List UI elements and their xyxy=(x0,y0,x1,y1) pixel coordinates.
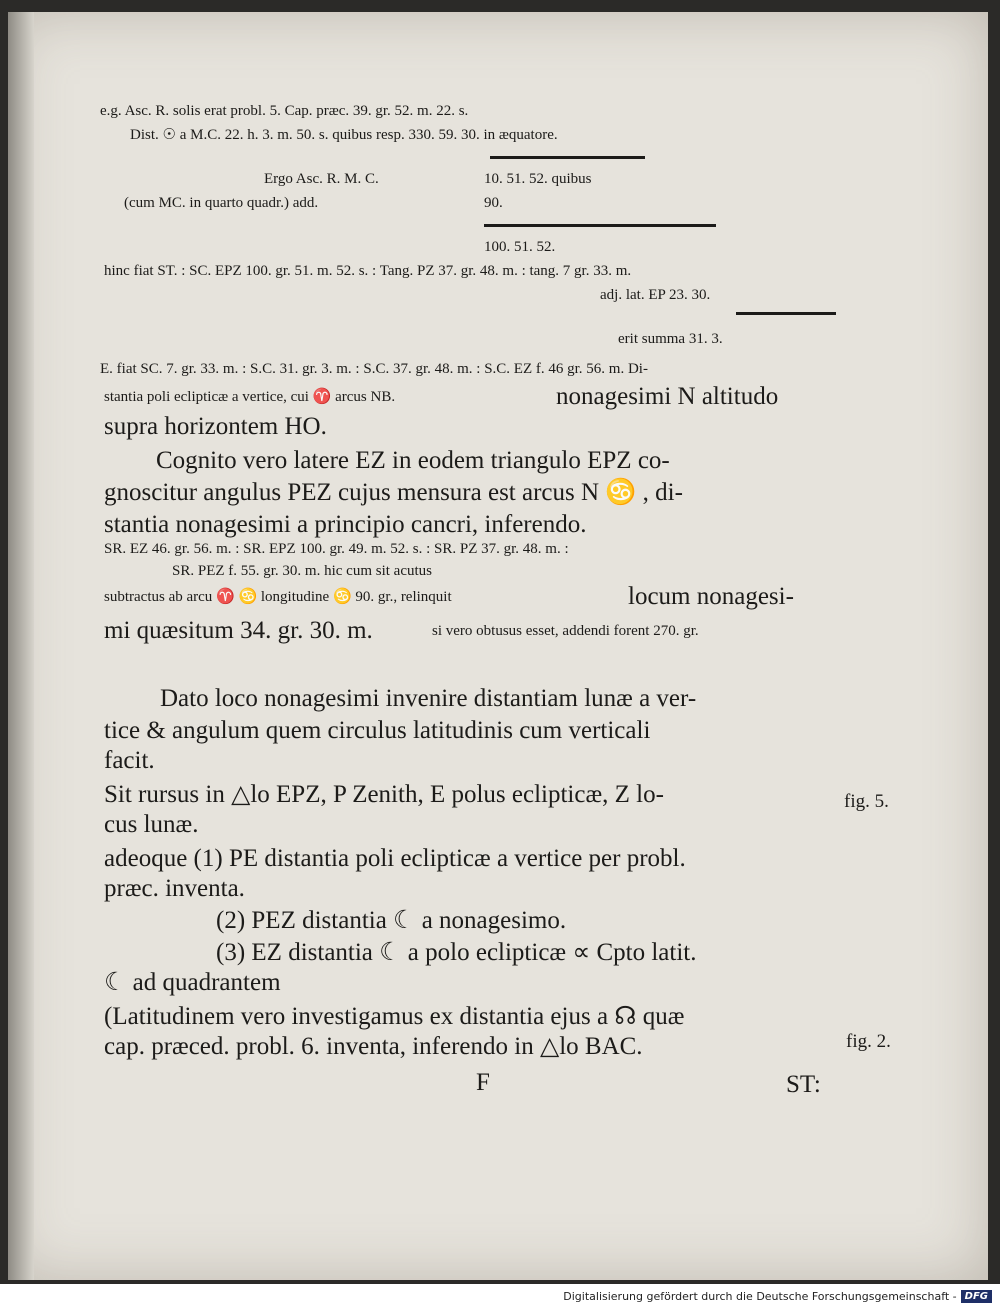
text-line-18a: mi quæsitum 34. gr. 30. m. xyxy=(104,617,373,644)
text-line-28: ☾ ad quadrantem xyxy=(104,969,281,996)
sum-rule-3 xyxy=(736,312,836,315)
text-line-16: SR. PEZ f. 55. gr. 30. m. hic cum sit acutus xyxy=(172,563,432,579)
text-line-4a: (cum MC. in quarto quadr.) add. xyxy=(124,195,319,211)
digitization-footer xyxy=(563,1288,992,1304)
sum-rule-1 xyxy=(490,156,645,159)
text-line-27: (3) EZ distantia ☾ a polo eclipticæ ∝ Cpto latit. xyxy=(216,939,697,966)
signature-mark: F xyxy=(476,1069,490,1096)
text-line-10b: nonagesimi N altitudo xyxy=(556,383,779,410)
text-line-23: cus lunæ. xyxy=(104,811,199,838)
text-line-26: (2) PEZ distantia ☾ a nonagesimo. xyxy=(216,907,567,934)
text-line-17b: locum nonagesi- xyxy=(628,583,794,610)
text-line-1: e.g. Asc. R. solis erat probl. 5. Cap. præc. 39. gr. 52. m. 22. s. xyxy=(100,103,469,119)
margin-note-fig2: fig. 2. xyxy=(846,1031,891,1052)
text-line-22: Sit rursus in △lo EPZ, P Zenith, E polus eclipticæ, Z lo- xyxy=(104,781,664,808)
sum-rule-2 xyxy=(484,224,716,227)
text-line-5: 100. 51. 52. xyxy=(484,239,556,255)
text-line-20: tice & angulum quem circulus latitudinis cum verticali xyxy=(104,717,651,744)
text-line-30: cap. præced. probl. 6. inventa, inferendo in △lo BAC. xyxy=(104,1033,643,1060)
text-line-6: hinc fiat ST. : SC. EPZ 100. gr. 51. m. 52. s. : Tang. PZ 37. gr. 48. m. : tang. 7 gr. 33. m. xyxy=(104,263,632,279)
text-line-3b: 10. 51. 52. quibus xyxy=(484,171,592,187)
catchword: ST: xyxy=(786,1071,821,1098)
text-line-8: erit summa 31. 3. xyxy=(618,331,723,347)
text-line-25: præc. inventa. xyxy=(104,875,245,902)
text-line-4b: 90. xyxy=(484,195,503,211)
text-line-9: E. fiat SC. 7. gr. 33. m. : S.C. 31. gr. 3. m. : S.C. 37. gr. 48. m. : S.C. EZ f. 46 gr. 56. m. Di- xyxy=(100,361,648,377)
text-line-29: (Latitudinem vero investigamus ex distantia ejus a ☊ quæ xyxy=(104,1003,685,1030)
text-line-15: SR. EZ 46. gr. 56. m. : SR. EPZ 100. gr. 49. m. 52. s. : SR. PZ 37. gr. 48. m. : xyxy=(104,541,569,557)
text-line-21: facit. xyxy=(104,747,155,774)
dfg-logo: DFG xyxy=(961,1290,992,1303)
text-line-14: stantia nonagesimi a principio cancri, inferendo. xyxy=(104,511,587,538)
text-line-19: Dato loco nonagesimi invenire distantiam lunæ a ver- xyxy=(160,685,697,712)
text-line-13: gnoscitur angulus PEZ cujus mensura est arcus N ♋ , di- xyxy=(104,479,683,506)
text-line-7: adj. lat. EP 23. 30. xyxy=(600,287,711,303)
text-line-3a: Ergo Asc. R. M. C. xyxy=(264,171,379,187)
text-line-18b: si vero obtusus esset, addendi forent 270. gr. xyxy=(432,623,699,639)
footer-text: Digitalisierung gefördert durch die Deutsche Forschungsgemeinschaft - xyxy=(563,1289,957,1303)
text-line-11: supra horizontem HO. xyxy=(104,413,327,440)
text-line-17a: subtractus ab arcu ♈ ♋ longitudine ♋ 90. gr., relinquit xyxy=(104,589,452,605)
margin-note-fig5: fig. 5. xyxy=(844,791,889,812)
text-line-12: Cognito vero latere EZ in eodem triangulo EPZ co- xyxy=(156,447,670,474)
page-gutter xyxy=(8,12,34,1280)
text-line-2: Dist. ☉ a M.C. 22. h. 3. m. 50. s. quibus resp. 330. 59. 30. in æquatore. xyxy=(130,127,558,143)
text-line-10a: stantia poli eclipticæ a vertice, cui ♈ arcus NB. xyxy=(104,389,396,405)
text-line-24: adeoque (1) PE distantia poli eclipticæ a vertice per probl. xyxy=(104,845,686,872)
